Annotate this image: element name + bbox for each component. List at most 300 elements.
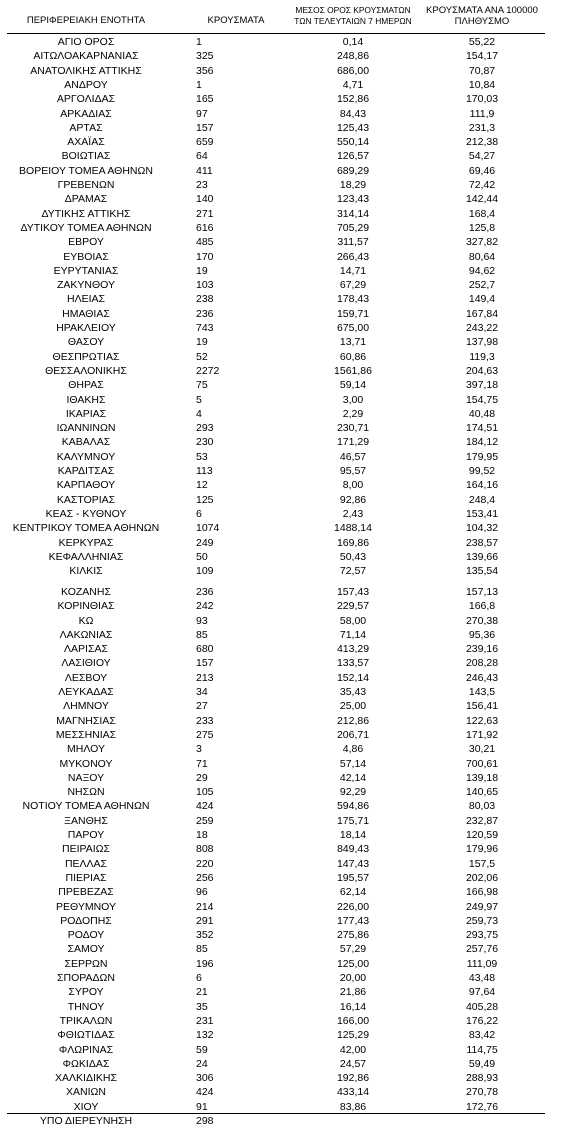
- cases-cell: 256: [196, 871, 214, 884]
- cases-cell: 808: [196, 843, 214, 856]
- region-cell: ΜΗΛΟΥ: [67, 743, 105, 756]
- table-row: [0, 971, 568, 985]
- weekly-average-cell: 226,00: [336, 900, 370, 913]
- table-row: [0, 292, 568, 306]
- region-cell: ΒΟΙΩΤΙΑΣ: [61, 150, 111, 163]
- region-cell: ΝΟΤΙΟΥ ΤΟΜΕΑ ΑΘΗΝΩΝ: [22, 800, 150, 813]
- table-row: [0, 728, 568, 742]
- region-cell: ΦΘΙΩΤΙΔΑΣ: [57, 1029, 115, 1042]
- weekly-average-cell: 2,29: [342, 407, 364, 420]
- per-100k-cell: 167,84: [465, 307, 499, 320]
- cases-cell: 27: [196, 700, 208, 713]
- per-100k-cell: 176,22: [465, 1014, 499, 1027]
- table-row: [0, 1071, 568, 1085]
- per-100k-cell: 168,4: [468, 207, 496, 220]
- cases-cell: 18: [196, 829, 208, 841]
- table-row: [0, 278, 568, 292]
- per-100k-cell: 104,32: [465, 522, 499, 535]
- region-cell: ΚΕΡΚΥΡΑΣ: [58, 536, 114, 549]
- weekly-average-cell: 95,57: [339, 465, 367, 477]
- table-row: [0, 1057, 568, 1071]
- region-cell: ΞΑΝΘΗΣ: [64, 814, 108, 827]
- per-100k-cell: 238,57: [465, 536, 499, 549]
- region-cell: ΧΙΟΥ: [73, 1100, 99, 1113]
- per-100k-cell: 140,65: [465, 786, 499, 799]
- weekly-average-cell: 20,00: [339, 972, 367, 984]
- per-100k-cell: 327,82: [465, 236, 499, 249]
- weekly-average-cell: 46,57: [339, 450, 367, 463]
- table-row: [0, 407, 568, 421]
- table-row: [0, 335, 568, 349]
- cases-cell: 29: [196, 771, 208, 784]
- weekly-average-cell: 159,71: [336, 307, 370, 320]
- region-cell: ΘΕΣΣΑΛΟΝΙΚΗΣ: [45, 364, 127, 377]
- region-cell: ΖΑΚΥΝΘΟΥ: [56, 279, 115, 292]
- weekly-average-cell: 14,71: [339, 264, 367, 277]
- table-row: [0, 585, 568, 599]
- table-row: [0, 149, 568, 163]
- per-100k-cell: 249,97: [465, 900, 499, 913]
- cases-cell: 59: [196, 1043, 208, 1056]
- cases-cell: 424: [196, 1086, 214, 1099]
- per-100k-cell: 212,38: [465, 136, 499, 149]
- per-100k-cell: 171,92: [465, 728, 499, 741]
- weekly-average-cell: 178,43: [336, 293, 370, 306]
- per-100k-cell: 170,03: [465, 93, 499, 106]
- header-divider: [7, 33, 545, 34]
- table-row: [0, 192, 568, 206]
- per-100k-cell: 94,62: [468, 264, 496, 277]
- table-row: [0, 121, 568, 135]
- cases-cell: 105: [196, 786, 214, 799]
- table-row: [0, 871, 568, 885]
- table-header: [0, 0, 568, 34]
- cases-cell: 71: [196, 757, 208, 770]
- per-100k-cell: 397,18: [465, 379, 499, 392]
- per-100k-cell: 257,76: [465, 943, 499, 956]
- per-100k-cell: 288,93: [465, 1072, 499, 1085]
- weekly-average-cell: 24,57: [339, 1057, 367, 1070]
- region-cell: ΝΗΣΩΝ: [67, 786, 105, 799]
- header-cases-per-100k: [420, 5, 544, 27]
- cases-cell: 659: [196, 136, 214, 149]
- weekly-average-cell: 686,00: [336, 64, 370, 77]
- per-100k-cell: 202,06: [465, 871, 499, 884]
- table-row: [0, 207, 568, 221]
- region-cell: ΙΘΑΚΗΣ: [66, 393, 106, 406]
- cases-cell: 271: [196, 207, 214, 220]
- cases-cell: 19: [196, 336, 208, 349]
- cases-cell: 275: [196, 728, 214, 741]
- weekly-average-cell: 42,00: [339, 1043, 367, 1056]
- weekly-average-cell: 0,14: [342, 36, 364, 48]
- weekly-average-cell: 18,14: [339, 829, 367, 841]
- per-100k-cell: 157,5: [468, 857, 496, 870]
- table-row: [0, 92, 568, 106]
- per-100k-cell: 157,13: [465, 585, 499, 598]
- per-100k-cell: 231,3: [468, 121, 496, 134]
- table-row: [0, 857, 568, 871]
- per-100k-cell: 166,8: [468, 600, 496, 613]
- region-cell: ΡΕΘΥΜΝΟΥ: [55, 900, 116, 913]
- cases-cell: 140: [196, 193, 214, 206]
- per-100k-cell: 259,73: [465, 914, 499, 927]
- per-100k-cell: 270,38: [465, 614, 499, 627]
- weekly-average-cell: 275,86: [336, 929, 370, 942]
- weekly-average-cell: 4,86: [342, 743, 364, 756]
- region-cell: ΔΥΤΙΚΟΥ ΤΟΜΕΑ ΑΘΗΝΩΝ: [20, 221, 152, 234]
- header-region: ΠΕΡΙΦΕΡΕΙΑΚΗ ΕΝΟΤΗΤΑ: [26, 15, 146, 26]
- cases-cell: 6: [196, 507, 202, 520]
- cases-cell: 306: [196, 1072, 214, 1085]
- cases-cell: 196: [196, 957, 214, 970]
- per-100k-cell: 179,96: [465, 843, 499, 856]
- cases-cell: 485: [196, 236, 214, 249]
- table-row: [0, 1085, 568, 1099]
- cases-cell: 233: [196, 714, 214, 727]
- region-cell: ΛΕΣΒΟΥ: [64, 671, 108, 684]
- region-cell: ΛΕΥΚΑΔΑΣ: [58, 686, 114, 698]
- cases-cell: 103: [196, 279, 214, 292]
- table-row: [0, 742, 568, 756]
- region-cell: ΣΑΜΟΥ: [67, 943, 105, 956]
- weekly-average-cell: 71,14: [339, 628, 367, 641]
- per-100k-cell: 154,75: [465, 393, 499, 406]
- table-row: [0, 685, 568, 699]
- region-cell: ΧΑΛΚΙΔΙΚΗΣ: [55, 1072, 117, 1085]
- per-100k-cell: 137,98: [465, 336, 499, 349]
- per-100k-cell: 120,59: [465, 829, 499, 841]
- region-cell: ΠΕΙΡΑΙΩΣ: [62, 843, 110, 856]
- region-cell: ΔΡΑΜΑΣ: [64, 193, 108, 206]
- region-cell: ΚΩ: [78, 614, 94, 627]
- per-100k-cell: 135,54: [465, 565, 499, 578]
- per-100k-cell: 139,18: [465, 771, 499, 784]
- weekly-average-cell: 57,29: [339, 943, 367, 956]
- region-cell: ΗΡΑΚΛΕΙΟΥ: [56, 322, 116, 334]
- per-100k-cell: 111,09: [466, 957, 498, 970]
- cases-cell: 109: [196, 565, 214, 578]
- cases-cell: 35: [196, 1000, 208, 1013]
- weekly-average-cell: 21,86: [339, 986, 367, 999]
- region-cell: ΑΝΑΤΟΛΙΚΗΣ ΑΤΤΙΚΗΣ: [30, 64, 142, 77]
- region-cell: ΦΛΩΡΙΝΑΣ: [58, 1043, 114, 1056]
- per-100k-cell: 72,42: [468, 179, 496, 191]
- region-cell: ΧΑΝΙΩΝ: [66, 1086, 106, 1099]
- weekly-average-cell: 123,43: [336, 193, 370, 206]
- region-cell: ΛΑΣΙΘΙΟΥ: [61, 657, 111, 670]
- table-row: [0, 799, 568, 813]
- per-100k-cell: 164,16: [465, 479, 499, 492]
- cases-cell: 50: [196, 550, 208, 563]
- table-row: [0, 421, 568, 435]
- region-cell: ΛΑΚΩΝΙΑΣ: [59, 628, 113, 641]
- table-row: [0, 550, 568, 564]
- region-cell: ΑΓΙΟ ΟΡΟΣ: [57, 36, 115, 48]
- region-cell: ΜΥΚΟΝΟΥ: [59, 757, 113, 770]
- table-row: [0, 321, 568, 335]
- table-row: [0, 1043, 568, 1057]
- cases-cell: 2272: [196, 364, 220, 377]
- weekly-average-cell: 675,00: [336, 322, 370, 334]
- weekly-average-cell: 314,14: [336, 207, 370, 220]
- weekly-average-cell: 92,29: [339, 786, 367, 799]
- table-row: [0, 64, 568, 78]
- table-row: [0, 521, 568, 535]
- cases-cell: 5: [196, 393, 202, 406]
- table-row: [0, 1114, 568, 1128]
- cases-cell: 743: [196, 322, 214, 334]
- table-bottom-line: [7, 1113, 545, 1114]
- region-cell: ΚΑΡΔΙΤΣΑΣ: [57, 465, 115, 477]
- cases-cell: 6: [196, 972, 202, 984]
- cases-cell: 21: [196, 986, 208, 999]
- per-100k-cell: 204,63: [465, 364, 499, 377]
- table-row: [0, 350, 568, 364]
- header-cases-per-100k-line2: ΠΛΗΘΥΣΜΟ: [454, 16, 510, 27]
- region-cell: ΣΠΟΡΑΔΩΝ: [57, 972, 115, 984]
- region-cell: ΦΩΚΙΔΑΣ: [62, 1057, 110, 1070]
- table-row: [0, 536, 568, 550]
- per-100k-cell: 122,63: [465, 714, 499, 727]
- table-row: [0, 49, 568, 63]
- per-100k-cell: 40,48: [468, 407, 496, 420]
- cases-cell: 1: [196, 36, 202, 48]
- cases-cell: 157: [196, 121, 214, 134]
- cases-cell: 293: [196, 422, 214, 435]
- cases-cell: 236: [196, 307, 214, 320]
- table-row: [0, 942, 568, 956]
- cases-cell: 616: [196, 221, 214, 234]
- table-row: [0, 1028, 568, 1042]
- region-cell: ΚΕΝΤΡΙΚΟΥ ΤΟΜΕΑ ΑΘΗΝΩΝ: [12, 522, 160, 535]
- table-row: [0, 885, 568, 899]
- weekly-average-cell: 4,71: [342, 78, 364, 91]
- table-row: [0, 757, 568, 771]
- region-cell: ΙΚΑΡΙΑΣ: [65, 407, 107, 420]
- cases-cell: 411: [196, 164, 213, 177]
- region-cell: ΠΕΛΛΑΣ: [64, 857, 108, 870]
- cases-cell: 356: [196, 64, 214, 77]
- per-100k-cell: 154,17: [465, 50, 499, 63]
- cases-cell: 85: [196, 943, 208, 956]
- per-100k-cell: 69,46: [468, 164, 496, 177]
- region-cell: ΛΗΜΝΟΥ: [63, 700, 109, 713]
- per-100k-cell: 405,28: [465, 1000, 499, 1013]
- cases-cell: 220: [196, 857, 214, 870]
- weekly-average-cell: 25,00: [339, 700, 367, 713]
- per-100k-cell: 270,78: [465, 1086, 499, 1099]
- cases-cell: 680: [196, 643, 214, 656]
- table-row: [0, 135, 568, 149]
- table-row: [0, 928, 568, 942]
- cases-cell: 214: [196, 900, 214, 913]
- cases-cell: 34: [196, 686, 208, 698]
- cases-cell: 298: [196, 1115, 214, 1127]
- region-cell: ΚΙΛΚΙΣ: [69, 565, 103, 578]
- weekly-average-cell: 35,43: [339, 686, 367, 698]
- weekly-average-cell: 230,71: [336, 422, 370, 435]
- cases-cell: 3: [196, 743, 202, 756]
- per-100k-cell: 70,87: [468, 64, 496, 77]
- cases-cell: 352: [196, 929, 214, 942]
- table-row: [0, 35, 568, 49]
- table-row: [0, 235, 568, 249]
- table-row: [0, 957, 568, 971]
- table-row: [0, 78, 568, 92]
- cases-cell: 24: [196, 1057, 208, 1070]
- cases-cell: 125: [196, 493, 214, 506]
- cases-cell: 52: [196, 350, 208, 363]
- region-cell: ΚΕΦΑΛΛΗΝΙΑΣ: [48, 550, 124, 563]
- weekly-average-cell: 206,71: [336, 728, 370, 741]
- weekly-average-cell: 192,86: [336, 1072, 370, 1085]
- region-cell: ΤΡΙΚΑΛΩΝ: [59, 1014, 113, 1027]
- table-row: [0, 364, 568, 378]
- region-cell: ΘΕΣΠΡΩΤΙΑΣ: [52, 350, 120, 363]
- region-cell: ΠΑΡΟΥ: [67, 829, 105, 841]
- per-100k-cell: 30,21: [468, 743, 496, 756]
- region-cell: ΓΡΕΒΕΝΩΝ: [57, 179, 115, 191]
- cases-cell: 4: [196, 407, 202, 420]
- per-100k-cell: 174,51: [465, 422, 499, 435]
- per-100k-cell: 59,49: [468, 1057, 496, 1070]
- weekly-average-cell: 59,14: [339, 379, 367, 392]
- cases-cell: 259: [196, 814, 214, 827]
- weekly-average-cell: 169,86: [336, 536, 370, 549]
- per-100k-cell: 700,61: [465, 757, 499, 770]
- region-cell: ΜΑΓΝΗΣΙΑΣ: [56, 714, 116, 727]
- weekly-average-cell: 67,29: [339, 279, 367, 292]
- region-cell: ΚΕΑΣ - ΚΥΘΝΟΥ: [45, 507, 127, 520]
- cases-cell: 64: [196, 150, 208, 163]
- table-row: [0, 842, 568, 856]
- weekly-average-cell: 125,43: [336, 121, 370, 134]
- cases-cell: 132: [196, 1029, 214, 1042]
- cases-cell: 238: [196, 293, 214, 306]
- region-cell: ΗΛΕΙΑΣ: [66, 293, 105, 306]
- region-cell: ΣΥΡΟΥ: [68, 986, 104, 999]
- weekly-average-cell: 92,86: [339, 493, 367, 506]
- weekly-average-cell: 195,57: [336, 871, 370, 884]
- table-row: [0, 493, 568, 507]
- region-cell: ΑΝΔΡΟΥ: [64, 78, 108, 91]
- table-row: [0, 642, 568, 656]
- per-100k-cell: 246,43: [465, 671, 499, 684]
- weekly-average-cell: 689,29: [336, 164, 370, 177]
- cases-cell: 12: [196, 479, 208, 492]
- per-100k-cell: 99,52: [468, 465, 496, 477]
- table-row: [0, 164, 568, 178]
- weekly-average-cell: 166,00: [336, 1014, 370, 1027]
- region-cell: ΠΡΕΒΕΖΑΣ: [58, 886, 114, 899]
- per-100k-cell: 95,36: [468, 628, 496, 641]
- region-cell: ΙΩΑΝΝΙΝΩΝ: [56, 422, 116, 435]
- cases-cell: 85: [196, 628, 208, 641]
- cases-cell: 291: [196, 914, 214, 927]
- region-cell: ΚΑΣΤΟΡΙΑΣ: [56, 493, 116, 506]
- cases-cell: 242: [196, 600, 214, 613]
- weekly-average-cell: 8,00: [342, 479, 364, 492]
- per-100k-cell: 184,12: [465, 436, 499, 449]
- table-row: [0, 699, 568, 713]
- weekly-average-cell: 175,71: [336, 814, 370, 827]
- table-row: [0, 107, 568, 121]
- per-100k-cell: 80,03: [468, 800, 496, 813]
- weekly-average-cell: 157,43: [336, 585, 370, 598]
- region-cell: ΑΡΓΟΛΙΔΑΣ: [56, 93, 116, 106]
- weekly-average-cell: 311,57: [337, 236, 369, 249]
- cases-cell: 424: [196, 800, 214, 813]
- region-cell: ΚΑΡΠΑΘΟΥ: [56, 479, 116, 492]
- weekly-average-cell: 133,57: [336, 657, 370, 670]
- table-row: [0, 828, 568, 842]
- region-cell: ΚΟΖΑΝΗΣ: [61, 585, 111, 598]
- region-cell: ΒΟΡΕΙΟΥ ΤΟΜΕΑ ΑΘΗΝΩΝ: [19, 164, 153, 177]
- weekly-average-cell: 125,29: [336, 1029, 370, 1042]
- region-cell: ΕΥΒΟΙΑΣ: [63, 250, 109, 263]
- per-100k-cell: 172,76: [465, 1100, 499, 1113]
- cases-cell: 75: [196, 379, 208, 392]
- weekly-average-cell: 16,14: [339, 1000, 367, 1013]
- weekly-average-cell: 433,14: [336, 1086, 370, 1099]
- table-row: [0, 1000, 568, 1014]
- table-row: [0, 564, 568, 578]
- weekly-average-cell: 705,29: [336, 221, 370, 234]
- per-100k-cell: 97,64: [468, 986, 496, 999]
- cases-cell: 170: [196, 250, 214, 263]
- per-100k-cell: 156,41: [465, 700, 499, 713]
- region-cell: ΚΑΛΥΜΝΟΥ: [56, 450, 116, 463]
- region-cell: ΠΙΕΡΙΑΣ: [65, 871, 107, 884]
- table-row: [0, 507, 568, 521]
- per-100k-cell: 243,22: [465, 322, 499, 334]
- weekly-average-cell: 177,43: [336, 914, 370, 927]
- per-100k-cell: 139,66: [465, 550, 499, 563]
- cases-cell: 93: [196, 614, 208, 627]
- table-row: [0, 771, 568, 785]
- table-row: [0, 178, 568, 192]
- weekly-average-cell: 50,43: [339, 550, 367, 563]
- per-100k-cell: 83,42: [468, 1029, 496, 1042]
- cases-cell: 53: [196, 450, 208, 463]
- weekly-average-cell: 413,29: [336, 643, 370, 656]
- table-row: [0, 671, 568, 685]
- per-100k-cell: 114,75: [466, 1043, 498, 1056]
- per-100k-cell: 239,16: [465, 643, 499, 656]
- table-row: [0, 435, 568, 449]
- weekly-average-cell: 72,57: [339, 565, 367, 578]
- cases-cell: 249: [196, 536, 214, 549]
- region-cell: ΛΑΡΙΣΑΣ: [64, 643, 108, 656]
- region-cell: ΑΧΑΪΑΣ: [67, 136, 105, 149]
- cases-cell: 113: [196, 465, 213, 477]
- table-row: [0, 985, 568, 999]
- weekly-average-cell: 84,43: [339, 107, 367, 120]
- weekly-average-cell: 152,14: [336, 671, 370, 684]
- weekly-average-cell: 229,57: [336, 600, 370, 613]
- per-100k-cell: 10,84: [468, 78, 496, 91]
- per-100k-cell: 125,8: [468, 221, 496, 234]
- region-cell: ΡΟΔΟΥ: [67, 929, 105, 942]
- per-100k-cell: 55,22: [468, 36, 496, 48]
- region-cell: ΕΒΡΟΥ: [68, 236, 104, 249]
- weekly-average-cell: 18,29: [339, 179, 367, 191]
- header-cases-per-100k-line1: ΚΡΟΥΣΜΑΤΑ ΑΝΑ 100000: [426, 5, 538, 16]
- per-100k-cell: 119,3: [469, 350, 495, 363]
- region-cell: ΑΡΚΑΔΙΑΣ: [60, 107, 112, 120]
- cases-cell: 1074: [196, 522, 220, 535]
